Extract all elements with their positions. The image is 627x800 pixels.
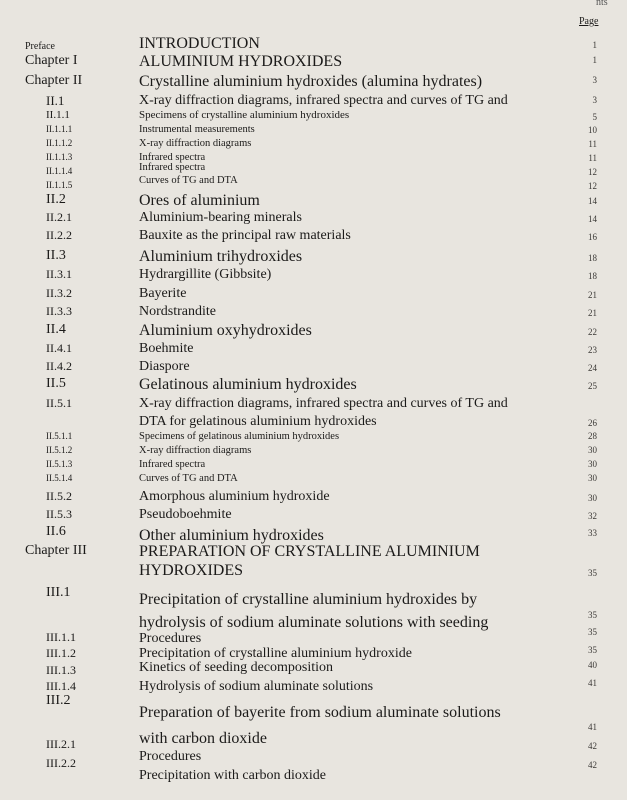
toc-title: X-ray diffraction diagrams xyxy=(139,138,252,149)
toc-page-number: 30 xyxy=(588,445,597,455)
toc-number: II.1.1.2 xyxy=(46,138,73,148)
toc-title: Crystalline aluminium hydroxides (alumina hydrates) xyxy=(139,73,483,90)
toc-page-number: 35 xyxy=(588,610,597,620)
toc-number: II.6 xyxy=(46,524,66,539)
toc-page-number: 18 xyxy=(588,271,597,281)
toc-number: II.5.1.3 xyxy=(46,459,73,469)
toc-title: X-ray diffraction diagrams, infrared spectra and curves of TG and xyxy=(139,396,508,411)
toc-number: II.3.2 xyxy=(46,286,72,300)
toc-page-number: 3 xyxy=(592,95,597,105)
toc-number: II.3.1 xyxy=(46,267,72,281)
toc-title: Kinetics of seeding decomposition xyxy=(139,660,334,675)
toc-title: Hydrolysis of sodium aluminate solutions xyxy=(139,679,374,694)
toc-page-number: 33 xyxy=(588,528,597,538)
toc-page-number: 12 xyxy=(588,167,597,177)
toc-title: Precipitation of crystalline aluminium hydroxide xyxy=(139,646,412,661)
toc-page-number: 14 xyxy=(588,214,597,224)
toc-page-number: 35 xyxy=(588,627,597,637)
toc-title: Hydrargillite (Gibbsite) xyxy=(139,267,272,282)
toc-number: III.1.2 xyxy=(46,646,76,660)
toc-page-number: 12 xyxy=(588,181,597,191)
toc-number: Chapter III xyxy=(25,543,87,558)
toc-number: II.1.1.5 xyxy=(46,180,73,190)
toc-page-number: 10 xyxy=(588,125,597,135)
toc-title: Procedures xyxy=(139,749,202,764)
toc-number: II.1.1.4 xyxy=(46,166,73,176)
toc-number: II.1 xyxy=(46,93,65,108)
toc-number: Chapter II xyxy=(25,73,83,88)
toc-title: Curves of TG and DTA xyxy=(139,175,238,186)
toc-number: III.1.1 xyxy=(46,630,76,644)
toc-page-number: 35 xyxy=(588,568,597,578)
toc-title: Ores of aluminium xyxy=(139,192,260,209)
toc-title: DTA for gelatinous aluminium hydroxides xyxy=(139,414,377,429)
toc-page-number: 25 xyxy=(588,381,597,391)
toc-number: III.2.1 xyxy=(46,737,76,751)
toc-page-number: 16 xyxy=(588,232,597,242)
toc-title: Infrared spectra xyxy=(139,459,206,470)
toc-title: Aluminium-bearing minerals xyxy=(139,210,302,225)
toc-page-number: 26 xyxy=(588,418,597,428)
toc-page-number: 35 xyxy=(588,645,597,655)
toc-number: III.1.4 xyxy=(46,679,76,693)
toc-title: Nordstrandite xyxy=(139,304,216,319)
toc-page-number: 30 xyxy=(588,459,597,469)
toc-number: III.1.3 xyxy=(46,663,76,677)
toc-title: Preparation of bayerite from sodium aluminate solutions xyxy=(139,704,501,721)
toc-title: Specimens of crystalline aluminium hydroxides xyxy=(139,109,350,121)
toc-title: Aluminium trihydroxides xyxy=(139,248,303,265)
toc-number: II.1.1 xyxy=(46,109,70,121)
toc-page-number: 18 xyxy=(588,253,597,263)
toc-page-number: 21 xyxy=(588,290,597,300)
toc-title: with carbon dioxide xyxy=(139,730,267,747)
toc-title: Amorphous aluminium hydroxide xyxy=(139,489,330,504)
toc-number: II.5.3 xyxy=(46,507,72,521)
toc-title: Bauxite as the principal raw materials xyxy=(139,228,351,243)
toc-title: PREPARATION OF CRYSTALLINE ALUMINIUM xyxy=(139,543,480,560)
toc-title: Curves of TG and DTA xyxy=(139,473,238,484)
toc-title: hydrolysis of sodium aluminate solutions with seeding xyxy=(139,614,489,631)
toc-page-number: 41 xyxy=(588,722,597,732)
toc-page-number: 11 xyxy=(588,139,597,149)
toc-number: II.2.2 xyxy=(46,228,72,242)
toc-title: INTRODUCTION xyxy=(139,35,260,52)
toc-number: II.4.1 xyxy=(46,341,72,355)
toc-page-number: 42 xyxy=(588,741,597,751)
toc-number: II.2 xyxy=(46,192,66,207)
toc-title: ALUMINIUM HYDROXIDES xyxy=(139,53,343,70)
toc-page-number: 30 xyxy=(588,493,597,503)
toc-page-number: 1 xyxy=(592,55,597,65)
toc-page-number: 3 xyxy=(592,75,597,85)
toc-number: II.5.1.4 xyxy=(46,473,73,483)
toc-title: Other aluminium hydroxides xyxy=(139,527,324,544)
toc-number: II.2.1 xyxy=(46,210,72,224)
toc-number: Chapter I xyxy=(25,53,78,68)
toc-number: II.5.1.2 xyxy=(46,445,73,455)
toc-page-number: 1 xyxy=(592,40,597,50)
toc-number: II.4.2 xyxy=(46,359,72,373)
toc-number: III.1 xyxy=(46,585,71,600)
toc-page-number: 28 xyxy=(588,431,597,441)
toc-number: II.1.1.3 xyxy=(46,152,73,162)
toc-number: III.2.2 xyxy=(46,756,76,770)
toc-title: Infrared spectra xyxy=(139,162,206,173)
toc-number: II.3 xyxy=(46,248,66,263)
toc-number: II.1.1.1 xyxy=(46,124,73,134)
toc-title: Precipitation with carbon dioxide xyxy=(139,768,327,783)
toc-number: III.2 xyxy=(46,693,71,708)
toc-title: Infrared spectra xyxy=(139,152,206,163)
toc-title: X-ray diffraction diagrams xyxy=(139,445,252,456)
toc-title: Precipitation of crystalline aluminium hydroxides by xyxy=(139,591,478,608)
toc-number: II.5.1 xyxy=(46,396,72,410)
toc-number: II.5.2 xyxy=(46,489,72,503)
toc-title: Instrumental measurements xyxy=(139,124,255,135)
toc-title: X-ray diffraction diagrams, infrared spectra and curves of TG and xyxy=(139,93,508,108)
toc-page-number: 5 xyxy=(592,112,597,122)
toc-title: Pseudoboehmite xyxy=(139,507,232,522)
toc-page-number: 32 xyxy=(588,511,597,521)
toc-page-number: 22 xyxy=(588,327,597,337)
toc-page-number: 21 xyxy=(588,308,597,318)
toc-page-number: 11 xyxy=(588,153,597,163)
toc-page-number: 23 xyxy=(588,345,597,355)
toc-title: Gelatinous aluminium hydroxides xyxy=(139,376,357,393)
toc-page-number: 14 xyxy=(588,196,597,206)
toc-number: II.5.1.1 xyxy=(46,431,73,441)
toc-page-number: 41 xyxy=(588,678,597,688)
toc-page-number: 42 xyxy=(588,760,597,770)
toc-number: II.3.3 xyxy=(46,304,72,318)
toc-title: Bayerite xyxy=(139,286,187,301)
toc-title: Aluminium oxyhydroxides xyxy=(139,322,312,339)
page-corner-text: nts xyxy=(596,0,608,8)
toc-title: HYDROXIDES xyxy=(139,562,243,579)
toc-page-number: 30 xyxy=(588,473,597,483)
toc-number: II.4 xyxy=(46,322,66,337)
toc-number: II.5 xyxy=(46,376,66,391)
toc-page-number: 40 xyxy=(588,660,597,670)
toc-title: Procedures xyxy=(139,631,202,646)
toc-title: Specimens of gelatinous aluminium hydroxides xyxy=(139,431,340,442)
toc-title: Boehmite xyxy=(139,341,194,356)
toc-title: Diaspore xyxy=(139,359,190,374)
toc-page-number: 24 xyxy=(588,363,597,373)
toc-number: Preface xyxy=(25,41,55,52)
page-column-label: Page xyxy=(579,16,599,27)
